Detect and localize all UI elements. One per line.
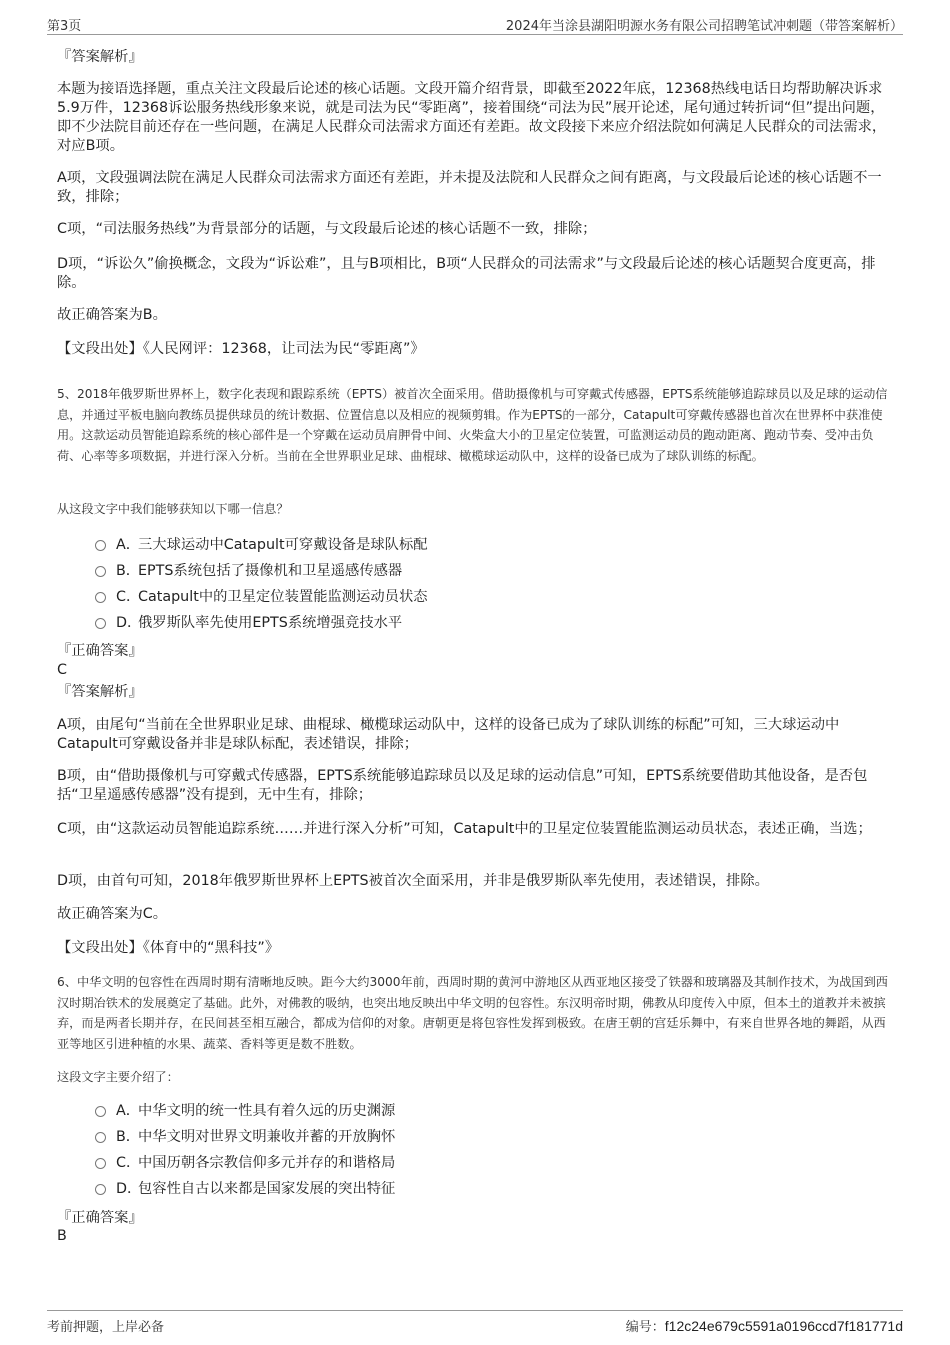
source-citation: 【文段出处】《体育中的“黑科技”》 — [57, 940, 280, 956]
radio-icon[interactable] — [95, 566, 106, 577]
radio-icon[interactable] — [95, 1132, 106, 1143]
question-5-prompt: 从这段文字中我们能够获知以下哪一信息？ — [57, 502, 289, 516]
page-number: 第3页 — [47, 19, 82, 34]
q5-analysis-b: B项，由“借助摄像机与可穿戴式传感器，EPTS系统能够追踪球员以及足球的运动信息”可知，EPTS系统要借助其他设备，是否包括“卫星遥感传感器”没有提到，无中生有，排除； — [57, 768, 868, 803]
page-footer — [47, 1310, 903, 1341]
answer-label: 『正确答案』 — [57, 643, 143, 659]
radio-icon[interactable] — [95, 592, 106, 603]
radio-icon[interactable] — [95, 1158, 106, 1169]
analysis-label: 『答案解析』 — [57, 49, 143, 65]
q5-analysis-d: D项，由首句可知，2018年俄罗斯世界杯上EPTS被首次全面采用，并非是俄罗斯队率先使用，表述错误，排除。 — [57, 873, 769, 889]
answer-label: 『正确答案』 — [57, 1210, 143, 1226]
conclusion: 故正确答案为B。 — [57, 307, 167, 323]
q5-option-d[interactable]: D．俄罗斯队率先使用EPTS系统增强竞技水平 — [95, 613, 402, 633]
source-citation: 【文段出处】《人民网评：12368，让司法为民“零距离”》 — [57, 341, 425, 357]
radio-icon[interactable] — [95, 1184, 106, 1195]
document-title: 2024年当涂县湖阳明源水务有限公司招聘笔试冲刺题（带答案解析） — [505, 19, 903, 34]
q6-option-b[interactable]: B．中华文明对世界文明兼收并蓄的开放胸怀 — [95, 1127, 395, 1147]
q6-option-c[interactable]: C．中国历朝各宗教信仰多元并存的和谐格局 — [95, 1153, 395, 1173]
q5-option-c[interactable]: C．Catapult中的卫星定位装置能监测运动员状态 — [95, 587, 428, 607]
q5-option-a[interactable]: A．三大球运动中Catapult可穿戴设备是球队标配 — [95, 535, 428, 555]
document-id: 编号：f12c24e679c5591a0196ccd7f181771d — [625, 1318, 903, 1335]
q5-analysis-c: C项，由“这款运动员智能追踪系统……并进行深入分析”可知，Catapult中的卫星定位装置能监测运动员状态，表述正确，当选； — [57, 821, 872, 837]
conclusion: 故正确答案为C。 — [57, 906, 168, 922]
analysis-option-c: C项，“司法服务热线”为背景部分的话题，与文段最后论述的核心话题不一致，排除； — [57, 221, 597, 237]
q5-option-b[interactable]: B．EPTS系统包括了摄像机和卫星遥感传感器 — [95, 561, 402, 581]
analysis-option-a: A项，文段强调法院在满足人民群众司法需求方面还有差距，并未提及法院和人民群众之间有距离，与文段最后论述的核心话题不一致，排除； — [57, 170, 882, 205]
analysis-option-d: D项，“诉讼久”偷换概念，文段为“诉讼难”，且与B项相比，B项“人民群众的司法需求”与文段最后论述的核心话题契合度更高，排除。 — [57, 256, 876, 291]
q5-analysis-a: A项，由尾句“当前在全世界职业足球、曲棍球、橄榄球运动队中，这样的设备已成为了球队训练的标配”可知，三大球运动中Catapult可穿戴设备并非是球队标配，表述错误，排除； — [57, 717, 840, 752]
radio-icon[interactable] — [95, 618, 106, 629]
answer-value: C — [57, 662, 67, 678]
q6-option-a[interactable]: A．中华文明的统一性具有着久远的历史渊源 — [95, 1101, 395, 1121]
radio-icon[interactable] — [95, 1106, 106, 1117]
q6-option-d[interactable]: D．包容性自古以来都是国家发展的突出特征 — [95, 1179, 395, 1199]
question-5-stem: 5、2018年俄罗斯世界杯上，数字化表现和跟踪系统（EPTS）被首次全面采用。借助摄像机与可穿戴式传感器，EPTS系统能够追踪球员以及足球的运动信息，并通过平板电脑向教练员提供球员的统计数据、位置信息以及相应的视频剪辑。作为EPTS的一部分，Catapult可穿戴传感器也首次在世界杯中获准使用。这款运动员智能追踪系统的核心部件是一个穿戴在运动员肩胛骨中间、火柴盒大小的卫星定位装置，可监测运动员的跑动距离、跑动节奏、受冲击负荷、心率等多项数据，并进行深入分析。当前在全世界职业足球、曲棍球、橄榄球运动队中，这样的设备已成为了球队训练的标配。 — [57, 387, 888, 463]
analysis-label: 『答案解析』 — [57, 684, 143, 700]
question-6-prompt: 这段文字主要介绍了： — [57, 1070, 179, 1084]
page-header — [47, 12, 903, 35]
answer-value: B — [57, 1228, 67, 1244]
footer-slogan: 考前押题，上岸必备 — [47, 1320, 165, 1335]
question-6-stem: 6、中华文明的包容性在西周时期有清晰地反映。距今大约3000年前，西周时期的黄河中游地区从西亚地区接受了铁器和玻璃器及其制作技术，为战国到西汉时期冶铁术的发展奠定了基础。此外，对佛教的吸纳，也突出地反映出中华文明的包容性。东汉明帝时期，佛教从印度传入中原，但本土的道教并未被摈弃，而是两者长期并存，在民间甚至相互融合，都成为信仰的对象。唐朝更是将包容性发挥到极致。在唐王朝的宫廷乐舞中，有来自世界各地的舞蹈，从西亚等地区引进种植的水果、蔬菜、香料等更是数不胜数。 — [57, 975, 888, 1051]
analysis-paragraph: 本题为接语选择题，重点关注文段最后论述的核心话题。文段开篇介绍背景，即截至2022年底，12368热线电话日均帮助解决诉求5.9万件，12368诉讼服务热线形象来说，就是司法为民“零距离”，接着围绕“司法为民”展开论述，尾句通过转折词“但”提出问题，即不少法院目前还存在一些问题，在满足人民群众司法需求方面还有差距。故文段接下来应介绍法院如何满足人民群众的司法需求，对应B项。 — [57, 81, 887, 154]
radio-icon[interactable] — [95, 540, 106, 551]
